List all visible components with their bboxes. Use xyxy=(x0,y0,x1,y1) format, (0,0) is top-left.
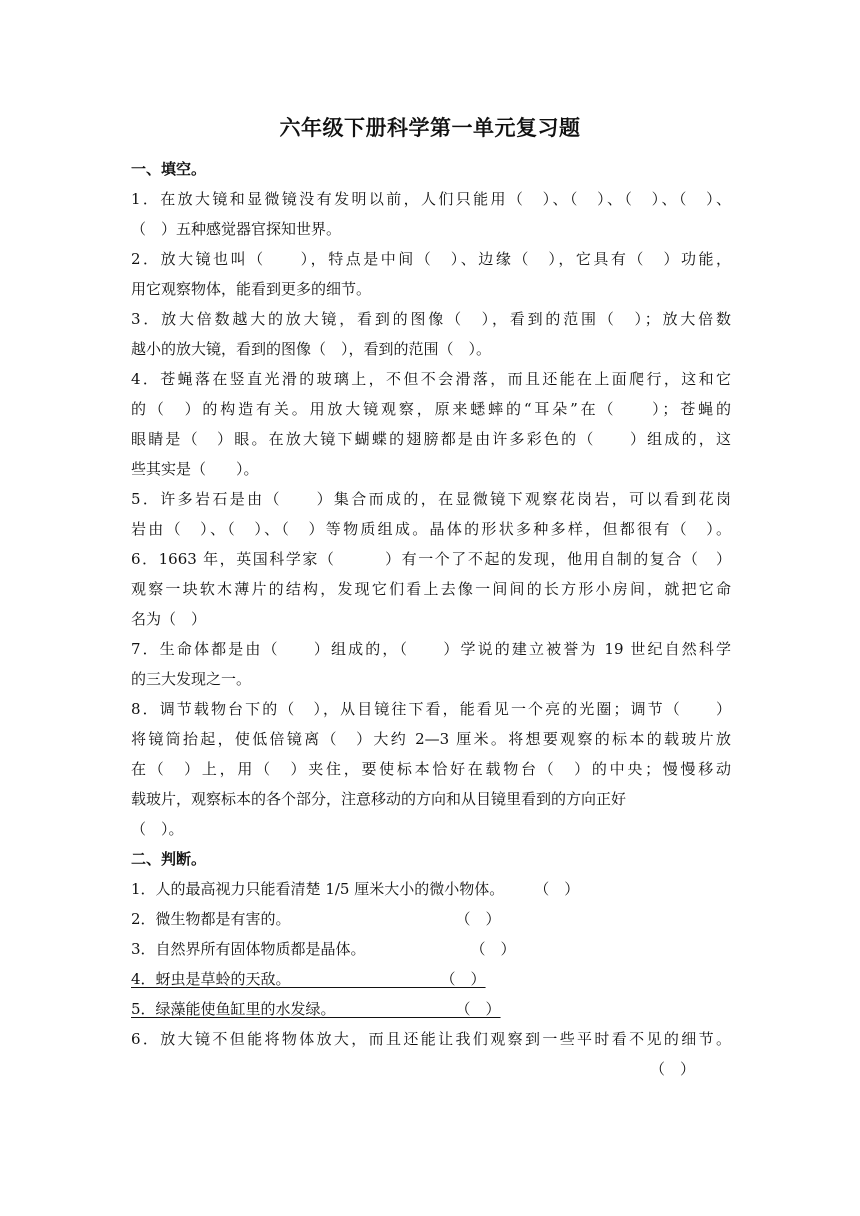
judge-item-underlined: 5．绿藻能使鱼缸里的水发绿。 （ ） xyxy=(131,1000,501,1018)
page-title: 六年级下册科学第一单元复习题 xyxy=(279,116,581,140)
question-line: 些其实是（ ）。 xyxy=(131,460,259,478)
judge-item-underlined: 4．蚜虫是草蛉的天敌。 （ ） xyxy=(131,970,486,988)
question-line: 1．在放大镜和显微镜没有发明以前，人们只能用（ ）、（ ）、（ ）、（ ）、 xyxy=(131,190,731,208)
section-heading-fill: 一、填空。 xyxy=(131,160,207,178)
question-line: 4．苍蝇落在竖直光滑的玻璃上，不但不会滑落，而且还能在上面爬行，这和它 xyxy=(131,370,731,388)
question-line: 6．1663 年，英国科学家（ ）有一个了不起的发现，他用自制的复合（ ） xyxy=(131,550,731,568)
question-line: 观察一块软木薄片的结构，发现它们看上去像一间间的长方形小房间，就把它命 xyxy=(131,580,731,598)
question-line: 越小的放大镜，看到的图像（ ），看到的范围（ ）。 xyxy=(131,340,492,358)
question-line: （ ）。 xyxy=(131,820,184,838)
question-line: 2．放大镜也叫（ ），特点是中间（ ）、边缘（ ），它具有（ ）功能， xyxy=(131,250,731,268)
judge-item: 3．自然界所有固体物质都是晶体。 （ ） xyxy=(131,940,516,958)
judge-item: 6．放大镜不但能将物体放大，而且还能让我们观察到一些平时看不见的细节。 xyxy=(131,1030,731,1048)
question-line: 名为（ ） xyxy=(131,610,207,628)
judge-answer-bracket: （ ） xyxy=(649,1060,695,1078)
question-line: 用它观察物体，能看到更多的细节。 xyxy=(131,280,372,298)
question-line: 3．放大倍数越大的放大镜，看到的图像（ ），看到的范围（ ）；放大倍数 xyxy=(131,310,731,328)
question-body xyxy=(131,154,731,1084)
question-line: 眼睛是（ ）眼。在放大镜下蝴蝶的翅膀都是由许多彩色的（ ）组成的，这 xyxy=(131,430,731,448)
section-heading-judge: 二、判断。 xyxy=(131,850,207,868)
question-line: 的（ ）的构造有关。用放大镜观察，原来蟋蟀的“耳朵”在（ ）；苍蝇的 xyxy=(131,400,731,418)
question-line: 在（ ）上，用（ ）夹住，要使标本恰好在载物台（ ）的中央；慢慢移动 xyxy=(131,760,731,778)
question-line: 将镜筒抬起，使低倍镜离（ ）大约 2—3 厘米。将想要观察的标本的载玻片放 xyxy=(131,730,731,748)
question-line: 7．生命体都是由（ ）组成的，（ ）学说的建立被誉为 19 世纪自然科学 xyxy=(131,640,731,658)
question-line: 载玻片，观察标本的各个部分，注意移动的方向和从目镜里看到的方向正好 xyxy=(131,790,627,808)
question-line: 的三大发现之一。 xyxy=(131,670,252,688)
question-line: 8．调节载物台下的（ ），从目镜往下看，能看见一个亮的光圈；调节（ ） xyxy=(131,700,731,718)
judge-item: 2．微生物都是有害的。 （ ） xyxy=(131,910,501,928)
question-line: （ ）五种感觉器官探知世界。 xyxy=(131,220,342,238)
question-line: 5．许多岩石是由（ ）集合而成的，在显微镜下观察花岗岩，可以看到花岗 xyxy=(131,490,731,508)
question-line: 岩由（ ）、（ ）、（ ）等物质组成。晶体的形状多种多样，但都很有（ ）。 xyxy=(131,520,731,538)
judge-item: 1．人的最高视力只能看清楚 1/5 厘米大小的微小物体。 （ ） xyxy=(131,880,580,898)
